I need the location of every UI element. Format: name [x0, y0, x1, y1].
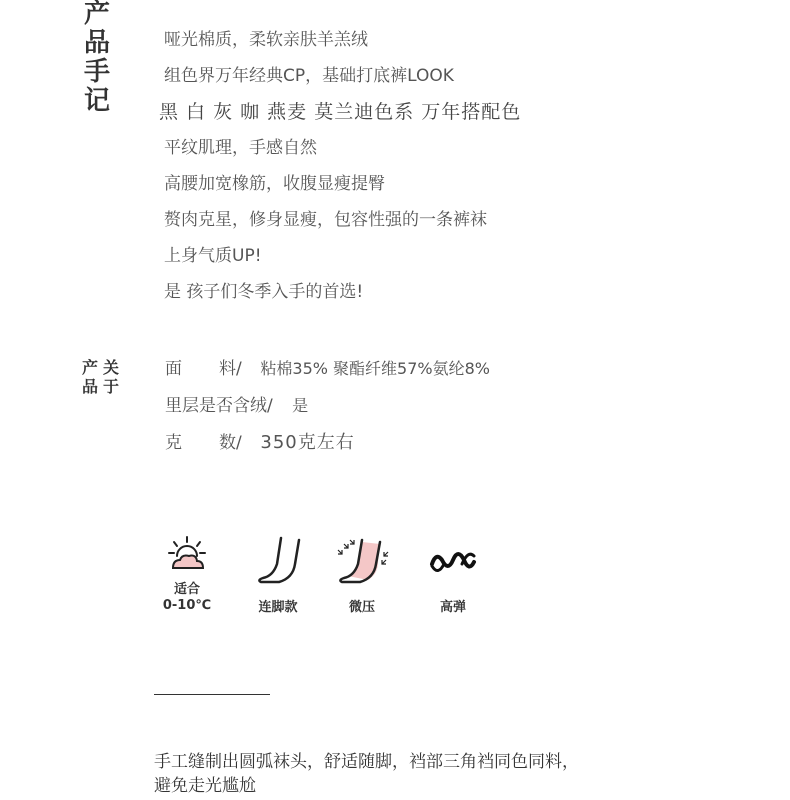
foot-icon [253, 534, 303, 586]
feature-label: 微压 [348, 600, 375, 615]
compression-icon [332, 534, 392, 586]
spec-key: 克 [165, 433, 182, 453]
title-char: 产 [83, 0, 110, 29]
feature-temperature [152, 534, 222, 614]
note-item-colors: 黑 白 灰 咖 燕麦 莫兰迪色系 万年搭配色 [159, 101, 522, 123]
weather-icon [165, 534, 209, 578]
footer-line: 避免走光尴尬 [154, 776, 256, 796]
feature-label: 高弹 [439, 600, 466, 615]
spec-row-lining [165, 393, 490, 430]
title-char: 关 [103, 358, 120, 377]
feature-label-line: 0-10℃ [162, 598, 212, 613]
title-char: 品 [83, 28, 110, 58]
footer-description [154, 750, 579, 798]
feature-label [152, 582, 222, 614]
note-item: 哑光棉质，柔软亲肤羊羔绒 [164, 30, 368, 50]
feature-elastic [418, 542, 488, 616]
spec-row-weight [165, 430, 490, 467]
spec-key: 面 [165, 359, 182, 379]
divider-line [154, 694, 270, 695]
note-item: 高腰加宽橡筋，收腹显瘦提臀 [164, 174, 385, 194]
title-char: 手 [83, 57, 110, 87]
note-item: 赘肉克星，修身显瘦，包容性强的一条裤袜 [164, 210, 487, 230]
spec-key: 料/ [219, 359, 242, 379]
spec-row-fabric [165, 356, 490, 393]
feature-footed [243, 534, 313, 616]
feature-label: 连脚款 [258, 600, 298, 615]
note-item: 平纹肌理，手感自然 [164, 138, 317, 158]
product-notes-list [159, 22, 522, 310]
title-char: 品 [82, 377, 99, 396]
title-char: 于 [103, 377, 120, 396]
elastic-icon [428, 542, 478, 582]
spec-key: 数/ [219, 433, 242, 453]
feature-label-line: 适合 [173, 582, 200, 597]
spec-value: 粘棉35% 聚酯纤维57%氨纶8% [260, 359, 491, 378]
spec-value: 350克左右 [260, 432, 355, 453]
product-notes-title [82, 0, 112, 116]
note-item: 组色界万年经典CP，基础打底裤LOOK [164, 66, 454, 86]
spec-key: 里层是否含绒/ [165, 396, 273, 416]
title-char: 产 [82, 358, 99, 377]
note-item: 上身气质UP! [164, 246, 262, 266]
spec-list [165, 356, 490, 467]
footer-line: 手工缝制出圆弧袜头，舒适随脚，裆部三角裆同色同料， [154, 752, 579, 772]
note-item: 是 孩子们冬季入手的首选! [164, 282, 364, 302]
product-about-title [82, 358, 122, 396]
feature-icons [150, 530, 510, 620]
spec-value: 是 [292, 396, 309, 415]
feature-compression [327, 534, 397, 616]
title-char: 记 [83, 86, 110, 116]
